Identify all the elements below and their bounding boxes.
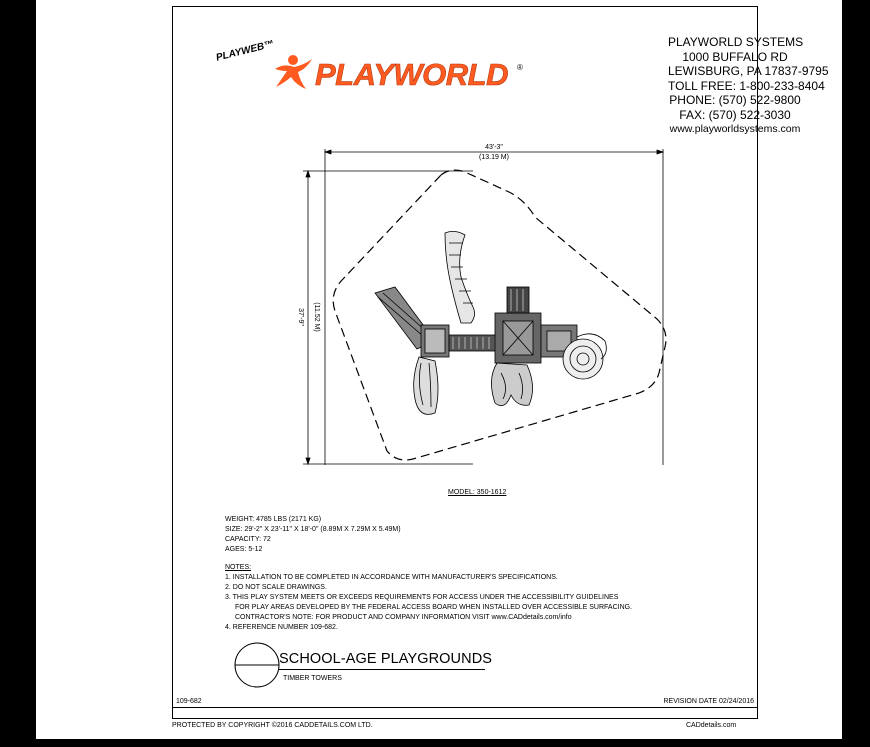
title-circle-icon: [233, 641, 281, 689]
title-underline: [279, 669, 485, 670]
company-city: LEWISBURG, PA 17837-9795: [668, 64, 829, 78]
document-page: [36, 0, 842, 739]
height-dimension: [303, 171, 473, 464]
note-3b: FOR PLAY AREAS DEVELOPED BY THE FEDERAL ACCESS BOARD WHEN INSTALLED OVER ACCESSIBLE SURFACING.: [235, 604, 633, 611]
sheet-bottom-rule: [173, 707, 757, 708]
registered-mark: ®: [517, 63, 523, 72]
drawing-sheet: [172, 6, 829, 719]
spec-capacity: CAPACITY: 72: [225, 536, 271, 543]
drawing-subtitle: TIMBER TOWERS: [283, 675, 342, 682]
note-2: 2. DO NOT SCALE DRAWINGS.: [225, 584, 327, 591]
company-fax: FAX: (570) 522-3030: [679, 107, 791, 122]
note-4: 4. REFERENCE NUMBER 109-682.: [225, 624, 338, 631]
width-dimension: [325, 149, 663, 465]
revision-date: REVISION DATE 02/24/2016: [663, 698, 754, 705]
company-phone: PHONE: (570) 522-9800: [669, 93, 801, 107]
notes-block: [225, 563, 632, 633]
spec-size: SIZE: 29'-2" X 23'-11" X 18'-0" (8.89M X 7.29M X 5.49M): [225, 526, 401, 533]
playweb-tag: PLAYWEB™: [215, 38, 276, 64]
company-name: PLAYWORLD SYSTEMS: [668, 35, 804, 49]
company-toll-free: TOLL FREE: 1-800-233-8404: [668, 78, 825, 93]
playworld-logo: PLAYWORLD: [315, 57, 508, 92]
spec-ages: AGES: 5-12: [225, 546, 263, 553]
width-dim-metric: (13.19 M): [479, 154, 509, 161]
caddetails-link[interactable]: CADdetails.com: [686, 722, 737, 729]
model-number: MODEL: 350-1612: [448, 489, 507, 496]
company-street: 1000 BUFFALO RD: [682, 49, 788, 64]
note-3c: CONTRACTOR'S NOTE: FOR PRODUCT AND COMPANY INFORMATION VISIT www.CADdetails.com/info: [235, 614, 572, 621]
equipment-plan: [375, 231, 606, 414]
height-dim-label: 37'-9": [297, 308, 304, 326]
reference-number: 109-682: [176, 698, 202, 705]
copyright-notice: PROTECTED BY COPYRIGHT ©2016 CADDETAILS.COM LTD.: [172, 722, 373, 729]
notes-heading: NOTES:: [225, 564, 252, 571]
plan-drawing: [173, 7, 757, 487]
note-1: 1. INSTALLATION TO BE COMPLETED IN ACCORDANCE WITH MANUFACTURER'S SPECIFICATIONS.: [225, 574, 558, 581]
spec-weight: WEIGHT: 4785 LBS (2171 KG): [225, 516, 322, 523]
height-dim-metric: (11.52 M): [313, 302, 320, 332]
company-web: www.playworldsystems.com: [669, 123, 801, 135]
specs-block: [225, 515, 401, 555]
width-dim-label: 43'-3": [485, 144, 503, 151]
drawing-title: SCHOOL-AGE PLAYGROUNDS: [279, 651, 493, 667]
note-3a: 3. THIS PLAY SYSTEM MEETS OR EXCEEDS REQUIREMENTS FOR ACCESS UNDER THE ACCESSIBILITY GUIDELINES: [225, 594, 619, 601]
